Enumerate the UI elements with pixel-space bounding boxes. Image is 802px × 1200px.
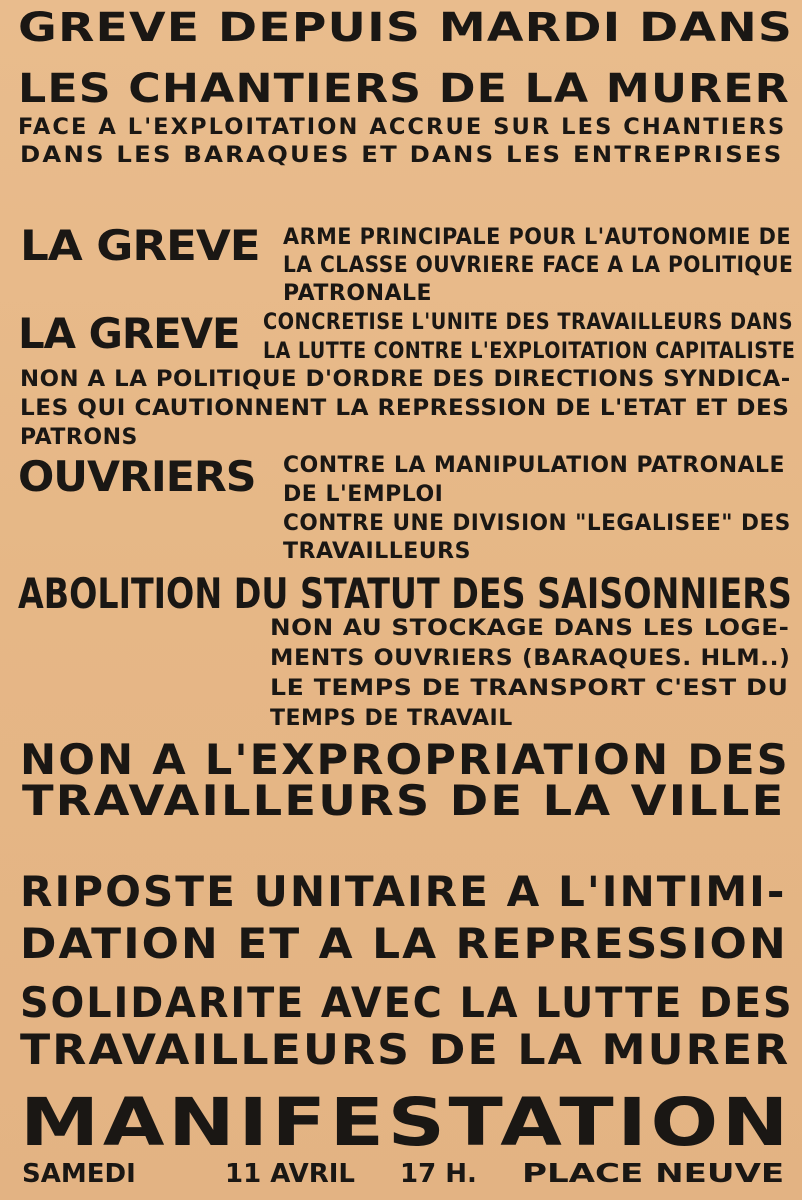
abolition-text-2: MENTS OUVRIERS (BARAQUES. HLM..) — [270, 646, 791, 671]
ouvriers-text-1: CONTRE LA MANIPULATION PATRONALE — [283, 453, 785, 478]
ouvriers-text-2: DE L'EMPLOI — [283, 482, 444, 507]
header-line-1: GREVE DEPUIS MARDI DANS — [18, 5, 794, 51]
greve-label-1: LA GREVE — [20, 221, 260, 270]
manifestation-time: 17 H. — [400, 1159, 477, 1189]
greve1-text-2: LA CLASSE OUVRIERE FACE A LA POLITIQUE — [283, 253, 794, 278]
abolition-text-4: TEMPS DE TRAVAIL — [270, 706, 513, 731]
manifestation-day: SAMEDI — [22, 1159, 136, 1189]
greve1-text-3: PATRONALE — [283, 281, 433, 306]
abolition-title: ABOLITION DU STATUT DES SAISONNIERS — [18, 569, 792, 618]
header-line-4: DANS LES BARAQUES ET DANS LES ENTREPRISES — [20, 143, 784, 168]
expropriation-line-2: TRAVAILLEURS DE LA VILLE — [22, 776, 786, 825]
solidarite-line-1: SOLIDARITE AVEC LA LUTTE DES — [20, 978, 794, 1027]
manifestation-title: MANIFESTATION — [20, 1084, 793, 1161]
ouvriers-label: OUVRIERS — [18, 452, 256, 501]
greve2-text-1: CONCRETISE L'UNITE DES TRAVAILLEURS DANS — [263, 310, 793, 335]
header-line-3: FACE A L'EXPLOITATION ACCRUE SUR LES CHANTIERS — [18, 115, 787, 140]
solidarite-line-2: TRAVAILLEURS DE LA MURER — [20, 1025, 791, 1074]
greve1-text-1: ARME PRINCIPALE POUR L'AUTONOMIE DE — [283, 225, 792, 250]
greve2-text-2: LA LUTTE CONTRE L'EXPLOITATION CAPITALISTE — [263, 339, 796, 364]
riposte-line-2: DATION ET A LA REPRESSION — [20, 919, 788, 968]
greve2-text-4: LES QUI CAUTIONNENT LA REPRESSION DE L'ETAT ET DES — [20, 396, 790, 421]
greve2-text-3: NON A LA POLITIQUE D'ORDRE DES DIRECTIONS SYNDICA- — [20, 367, 791, 392]
abolition-text-1: NON AU STOCKAGE DANS LES LOGE- — [270, 616, 790, 641]
expropriation-line-1: NON A L'EXPROPRIATION DES — [20, 735, 790, 784]
greve2-text-5: PATRONS — [20, 425, 138, 450]
ouvriers-text-3: CONTRE UNE DIVISION "LEGALISEE" DES — [283, 511, 791, 536]
header-line-2: LES CHANTIERS DE LA MURER — [18, 66, 790, 112]
greve-label-2: LA GREVE — [18, 309, 240, 358]
abolition-text-3: LE TEMPS DE TRANSPORT C'EST DU — [270, 676, 789, 701]
manifestation-date: 11 AVRIL — [225, 1159, 355, 1189]
manifestation-place: PLACE NEUVE — [522, 1159, 785, 1189]
ouvriers-text-4: TRAVAILLEURS — [283, 539, 471, 564]
riposte-line-1: RIPOSTE UNITAIRE A L'INTIMI- — [20, 867, 787, 916]
